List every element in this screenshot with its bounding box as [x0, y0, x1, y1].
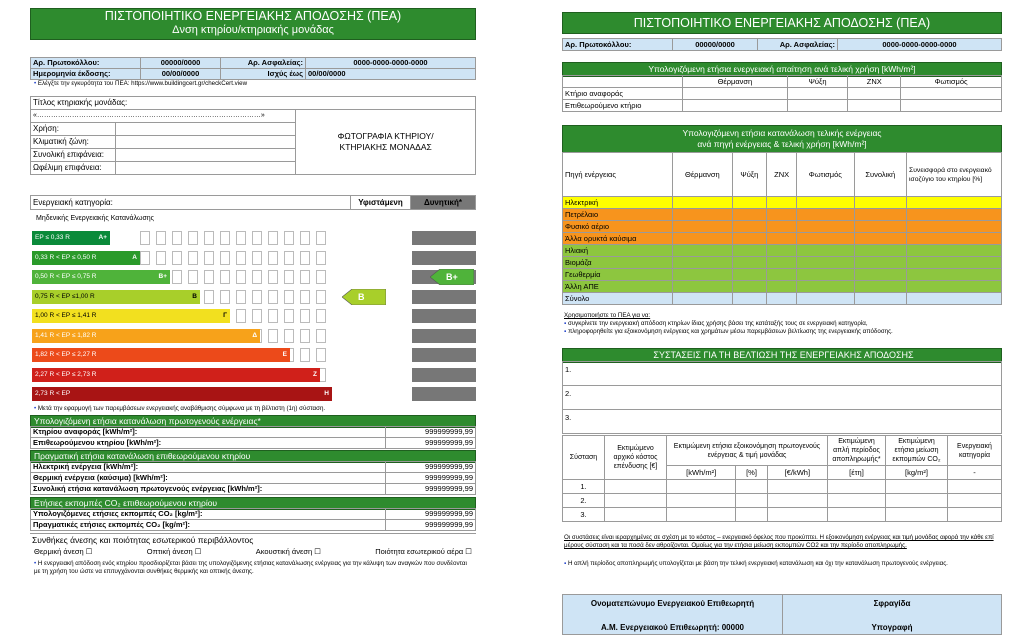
cons-col: Συνολική — [854, 153, 906, 197]
class-grid-cell — [316, 231, 326, 245]
source-value-cell — [767, 257, 797, 269]
actual-table — [30, 461, 476, 495]
class-grid-cell — [268, 251, 278, 265]
demand-col: ΖΝΧ — [848, 76, 901, 88]
energy-class-range: 0,75 R < EP ≤1,00 R — [35, 292, 95, 300]
class-grid-cell — [284, 270, 294, 284]
protocol-label: Αρ. Πρωτοκόλλου: — [31, 58, 141, 69]
issue-label: Ημερομηνία έκδοσης: — [31, 69, 141, 80]
source-name: Ηλεκτρική — [563, 197, 673, 209]
co2-row-value: 999999999,99 — [386, 520, 476, 531]
co2-row-label: Πραγματικές ετήσιες εκπομπές CO₂ [kg/m²]: — [31, 520, 386, 531]
source-row — [563, 197, 1002, 209]
energy-class-range: 1,00 R < EP ≤ 1,41 R — [35, 312, 97, 319]
recommendations-list — [562, 361, 1002, 434]
source-value-cell — [767, 281, 797, 293]
energy-class-range: 1,41 R < EP ≤ 1,82 R — [35, 331, 97, 339]
source-value-cell — [907, 197, 1002, 209]
co2-header: Ετήσιες εκπομπές CO₂ επιθεωρούμενου κτηρίου — [30, 497, 476, 510]
source-row — [563, 281, 1002, 293]
cons-col: Συνεισφορά στο ενεργειακό ισοζύγιο του κτηρίου [%] — [907, 153, 1002, 197]
rec-row-num: 2. — [563, 494, 605, 508]
source-value-cell — [907, 269, 1002, 281]
comfort-section — [30, 533, 476, 557]
source-value-cell — [854, 257, 906, 269]
source-value-cell — [854, 233, 906, 245]
source-value-cell — [907, 233, 1002, 245]
actual-header: Πραγματική ετήσια κατανάλωση επιθεωρούμενου κτηρίου — [30, 450, 476, 463]
energy-class-bar — [32, 270, 170, 284]
class-grid-cell — [172, 270, 182, 284]
source-value-cell — [673, 233, 733, 245]
recommendations-table — [562, 435, 1002, 522]
class-grid-cell — [204, 251, 214, 265]
right-insurance-label: Αρ. Ασφαλείας: — [758, 39, 838, 51]
left-title: ΠΙΣΤΟΠΟΙΗΤΙΚΟ ΕΝΕΡΓΕΙΑΚΗΣ ΑΠΟΔΟΣΗΣ (ΠΕΑ) — [104, 9, 402, 23]
check-note: • Ελέγξτε την εγκυρότητα του ΠΕΑ: https://www.buildingcert.gr/checkCert.view — [34, 80, 248, 87]
inspector-am: Α.Μ. Ενεργειακού Επιθεωρητή: 00000 — [601, 623, 744, 632]
potential-column-cell — [412, 368, 476, 382]
energy-class-bar — [32, 231, 110, 245]
potential-column-cell — [412, 329, 476, 343]
source-value-cell — [732, 245, 766, 257]
source-value-cell — [673, 281, 733, 293]
rec-number: 2. — [563, 386, 1002, 410]
rec-note: Οι συστάσεις είναι ιεραρχημένες σε σχέση με το κόστος – ενεργειακό όφελος που προκύπτει. Η εξοικονόμηση ενέργειας και τιμή μονάδας αφορά την κάθε επί μέρους σύσταση και τα ποσά δεν αθροίζονται. Ομοίως για την ετήσια μείωση εκπομπών CO2 και την περίοδο αποπληρωμής. — [564, 534, 994, 549]
right-protocol-value: 00000/0000 — [673, 39, 758, 51]
valid-label: Ισχύς έως — [221, 69, 306, 80]
source-row — [563, 257, 1002, 269]
class-grid-cell — [252, 251, 262, 265]
demand-corner — [563, 76, 683, 88]
comfort-item-thermal[interactable]: Θερμική άνεση ☐ — [34, 547, 93, 556]
class-grid-cell — [284, 231, 294, 245]
rec-number: 1. — [563, 362, 1002, 386]
seal-label: Σφραγίδα — [873, 599, 911, 608]
source-value-cell — [732, 233, 766, 245]
unit-title-value: «……………………………………………………………………………………» — [31, 110, 296, 123]
class-grid-cell — [252, 290, 262, 304]
energy-cat-label: Ενεργειακή κατηγορία: — [31, 196, 351, 210]
class-grid-cell — [316, 290, 326, 304]
demand-table — [562, 75, 1002, 112]
primary-row-value: 999999999,99 — [386, 427, 476, 438]
demand-col: Θέρμανση — [683, 76, 788, 88]
actual-row-value: 999999999,99 — [386, 462, 476, 473]
class-grid-cell — [188, 231, 198, 245]
energy-class-bar — [32, 329, 260, 343]
class-grid-cell — [188, 270, 198, 284]
class-grid-cell — [316, 270, 326, 284]
source-name: Άλλη ΑΠΕ — [563, 281, 673, 293]
source-value-cell — [673, 209, 733, 221]
energy-class-letter: Ε — [282, 351, 287, 358]
recommendations-header: ΣΥΣΤΑΣΕΙΣ ΓΙΑ ΤΗ ΒΕΛΤΙΩΣΗ ΤΗΣ ΕΝΕΡΓΕΙΑΚΗΣ ΑΠΟΔΟΣΗΣ — [562, 348, 1002, 363]
source-name: Γεωθερμία — [563, 269, 673, 281]
source-value-cell — [732, 209, 766, 221]
footnote-text: Η ενεργειακή απόδοση ενός κτηρίου προσδιορίζεται βάσει της υπολογιζόμενης ετήσιας κατανάλωσης ενέργειας για την κάλυψη των αναγκών που συνδέονται με τη χρήση του ώστε να επιτυγχάνονται συνθήκες θερμικής και οπτικής άνεσης. — [34, 560, 467, 575]
potential-column-cell — [412, 231, 476, 245]
right-protocol-label: Αρ. Πρωτοκόλλου: — [563, 39, 673, 51]
source-value-cell — [797, 197, 854, 209]
source-value-cell — [732, 221, 766, 233]
class-grid-cell — [268, 270, 278, 284]
class-grid-cell — [316, 348, 326, 362]
demand-row-label: Κτήριο αναφοράς — [563, 88, 683, 100]
use-notes — [564, 312, 1002, 336]
source-name: Πετρέλαιο — [563, 209, 673, 221]
insurance-value: 0000-0000-0000-0000 — [306, 58, 476, 69]
source-row — [563, 233, 1002, 245]
energy-class-range: 0,50 R < EP ≤ 0,75 R — [35, 273, 97, 280]
check-note-text: Ελέγξτε την εγκυρότητα του ΠΕΑ: https://www.buildingcert.gr/checkCert.view — [37, 80, 248, 87]
source-value-cell — [907, 221, 1002, 233]
existing-class-marker — [342, 289, 386, 305]
inspector-cell — [563, 595, 783, 635]
left-id-table — [30, 57, 476, 80]
potential-class-marker-label: B+ — [446, 272, 458, 282]
potential-label: Δυνητική* — [411, 196, 476, 210]
class-grid-cell — [268, 231, 278, 245]
source-value-cell — [907, 257, 1002, 269]
demand-col: Ψύξη — [787, 76, 848, 88]
energy-class-letter: Γ — [223, 312, 227, 319]
signature-table — [562, 594, 1002, 635]
energy-class-range: 2,73 R < EP — [35, 390, 71, 397]
use-item-text: συγκρίνετε την ενεργειακή απόδοση κτηρίων ίδιας χρήσης βάσει της κατάταξής τους σε ενεργειακή κατηγορία, — [567, 320, 868, 327]
source-value-cell — [673, 257, 733, 269]
energy-class-bar — [32, 368, 320, 382]
class-grid-cell — [236, 231, 246, 245]
class-grid-cell — [284, 329, 294, 343]
demand-header: Υπολογιζόμενη ετήσια ενεργειακή απαίτηση ανά τελική χρήση [kWh/m²] — [562, 62, 1002, 77]
issue-value: 00/00/0000 — [141, 69, 221, 80]
consumption-header-line2: ανά πηγή ενέργειας & τελική χρήση [kWh/m²] — [697, 139, 867, 149]
energy-class-letter: B+ — [158, 273, 167, 280]
source-value-cell — [732, 293, 766, 305]
protocol-value: 00000/0000 — [141, 58, 221, 69]
energy-class-bar — [32, 290, 200, 304]
zone-value — [116, 136, 296, 149]
class-grid-cell — [204, 290, 214, 304]
use-item-text: πληροφορηθείτε για εξοικονόμηση ενέργειας και χρημάτων μέσω παρεμβάσεων βελτίωσης της ενεργειακής απόδοσης. — [567, 328, 893, 335]
rec-unit: [€/kWh] — [767, 466, 827, 480]
cons-col: Θέρμανση — [673, 153, 733, 197]
cons-col: ΖΝΧ — [767, 153, 797, 197]
source-value-cell — [797, 245, 854, 257]
class-grid-cell — [252, 309, 262, 323]
source-value-cell — [907, 281, 1002, 293]
source-name: Ηλιακή — [563, 245, 673, 257]
upgrade-note-text: Μετά την εφαρμογή των παρεμβάσεων ενεργειακής αναβάθμισης σύμφωνα με τη βέλτιστη (1η) σύσταση. — [37, 405, 326, 412]
source-value-cell — [907, 209, 1002, 221]
source-value-cell — [673, 245, 733, 257]
class-grid-cell — [300, 309, 310, 323]
insurance-label: Αρ. Ασφαλείας: — [221, 58, 306, 69]
class-grid-cell — [236, 270, 246, 284]
class-grid-cell — [172, 251, 182, 265]
co2-table — [30, 508, 476, 531]
source-value-cell — [854, 269, 906, 281]
class-grid-cell — [172, 231, 182, 245]
source-value-cell — [854, 209, 906, 221]
rec-col: Εκτιμώμενο αρχικό κόστος επένδυσης [€] — [605, 436, 667, 480]
class-grid-cell — [140, 231, 150, 245]
inspector-label: Ονοματεπώνυμο Ενεργειακού Επιθεωρητή — [590, 599, 755, 608]
source-value-cell — [732, 281, 766, 293]
energy-class-header — [30, 195, 476, 210]
energy-class-letter: A+ — [98, 234, 107, 241]
use-title: Χρησιμοποιήστε το ΠΕΑ για να: — [564, 312, 651, 319]
class-grid-cell — [300, 270, 310, 284]
upgrade-note: • Μετά την εφαρμογή των παρεμβάσεων ενεργειακής αναβάθμισης σύμφωνα με τη βέλτιστη (1η) σύσταση. — [34, 405, 326, 412]
unit-info-table — [30, 96, 476, 175]
potential-column-cell — [412, 348, 476, 362]
source-row — [563, 221, 1002, 233]
energy-class-range: EP ≤ 0,33 R — [35, 234, 70, 241]
potential-column-cell — [412, 251, 476, 265]
source-value-cell — [767, 245, 797, 257]
source-value-cell — [732, 269, 766, 281]
useful-area-value — [116, 162, 296, 175]
energy-class-range: 1,82 R < EP ≤ 2,27 R — [35, 351, 97, 358]
energy-class-range: 2,27 R < EP ≤ 2,73 R — [35, 370, 97, 378]
source-value-cell — [854, 293, 906, 305]
use-value — [116, 123, 296, 136]
rec-unit: [kg/m²] — [886, 466, 948, 480]
payback-note-text: Η απλή περίοδος αποπληρωμής υπολογίζεται με βάση την τελική ενεργειακή κατανάλωση και όχι την κατανάλωση πρωτογενούς ενέργειας. — [567, 560, 948, 567]
use-item: ▪ πληροφορηθείτε για εξοικονόμηση ενέργειας και χρημάτων μέσω παρεμβάσεων βελτίωσης της ενεργειακής απόδοσης. — [564, 328, 893, 335]
potential-column-cell — [412, 290, 476, 304]
class-grid-cell — [140, 251, 150, 265]
footnote: • Η ενεργειακή απόδοση ενός κτηρίου προσδιορίζεται βάσει της υπολογιζόμενης ετήσιας κατανάλωσης ενέργειας για την κάλυψη των αναγκών που συνδέονται με τη χρήση του ώστε να επιτυγχάνονται συνθήκες θερμικής και οπτικής άνεσης. — [34, 560, 467, 575]
photo-placeholder: ΦΩΤΟΓΡΑΦΙΑ ΚΤΗΡΙΟΥ/ΚΤΗΡΙΑΚΗΣ ΜΟΝΑΔΑΣ — [296, 110, 476, 175]
source-value-cell — [797, 221, 854, 233]
actual-row-value: 999999999,99 — [386, 484, 476, 495]
comfort-item-air[interactable]: Ποιότητα εσωτερικού αέρα ☐ — [375, 547, 472, 556]
demand-col: Φωτισμός — [901, 76, 1002, 88]
source-value-cell — [673, 269, 733, 281]
class-grid-cell — [284, 290, 294, 304]
energy-class-letter: Δ — [252, 331, 257, 339]
payback-note: ▪ Η απλή περίοδος αποπληρωμής υπολογίζεται με βάση την τελική ενεργειακή κατανάλωση και όχι την κατανάλωση πρωτογενούς ενέργειας. — [564, 560, 948, 567]
source-value-cell — [854, 281, 906, 293]
class-grid-cell — [284, 309, 294, 323]
class-grid-cell — [156, 251, 166, 265]
class-grid-cell — [220, 251, 230, 265]
energy-class-letter: Ζ — [313, 370, 317, 378]
actual-row-label: Θερμική ενέργεια (καύσιμα) [kWh/m²]: — [31, 473, 386, 484]
zone-label: Κλιματική ζώνη: — [31, 136, 116, 149]
actual-row-label: Συνολική ετήσια κατανάλωση πρωτογενούς ενέργειας [kWh/m²]: — [31, 484, 386, 495]
source-value-cell — [767, 293, 797, 305]
unit-title-label: Τίτλος κτηριακής μονάδας: — [31, 97, 476, 110]
potential-column-cell — [412, 387, 476, 401]
class-grid-cell — [316, 309, 326, 323]
class-grid-cell — [156, 231, 166, 245]
class-grid-cell — [300, 290, 310, 304]
source-row — [563, 293, 1002, 305]
rec-col: Ενεργειακή κατηγορία — [948, 436, 1002, 466]
source-name: Άλλα ορυκτά καύσιμα — [563, 233, 673, 245]
page-right — [562, 0, 1002, 640]
rec-col: Σύσταση — [563, 436, 605, 480]
class-grid-cell — [220, 270, 230, 284]
class-grid-cell — [236, 290, 246, 304]
source-value-cell — [854, 245, 906, 257]
source-value-cell — [797, 293, 854, 305]
primary-row-value: 999999999,99 — [386, 438, 476, 449]
comfort-item-optical[interactable]: Οπτική άνεση ☐ — [146, 547, 202, 556]
source-name: Σύνολο — [563, 293, 673, 305]
page-left — [30, 0, 476, 640]
source-value-cell — [767, 209, 797, 221]
source-row — [563, 269, 1002, 281]
energy-class-letter: B — [192, 292, 197, 300]
source-value-cell — [797, 257, 854, 269]
source-value-cell — [854, 197, 906, 209]
primary-header: Υπολογιζόμενη ετήσια κατανάλωση πρωτογενούς ενέργειας* — [30, 415, 476, 428]
right-insurance-value: 0000-0000-0000-0000 — [838, 39, 1002, 51]
comfort-title: Συνθήκες άνεσης και ποιότητας εσωτερικού περιβάλλοντος — [32, 535, 254, 545]
energy-class-range: 0,33 R < EP ≤ 0,50 R — [35, 253, 97, 261]
useful-area-label: Ωφέλιμη επιφάνεια: — [31, 162, 116, 175]
use-item: ▪ συγκρίνετε την ενεργειακή απόδοση κτηρίων ίδιας χρήσης βάσει της κατάταξής τους σε ενεργειακή κατηγορία, — [564, 320, 868, 327]
right-id-table — [562, 38, 1002, 51]
class-grid-cell — [252, 231, 262, 245]
class-grid-cell — [268, 309, 278, 323]
energy-class-bar — [32, 251, 140, 265]
source-value-cell — [673, 197, 733, 209]
rec-col: Εκτιμώμενη ετήσια μείωση εκπομπών CO₂ — [886, 436, 948, 466]
source-value-cell — [907, 293, 1002, 305]
energy-class-letter: A — [132, 253, 137, 261]
consumption-header — [562, 125, 1002, 153]
source-value-cell — [732, 257, 766, 269]
source-value-cell — [797, 233, 854, 245]
energy-class-bar — [32, 387, 332, 401]
cons-col: Ψύξη — [732, 153, 766, 197]
co2-row-value: 999999999,99 — [386, 509, 476, 520]
source-value-cell — [732, 197, 766, 209]
energy-class-bar — [32, 309, 230, 323]
class-grid-cell — [268, 290, 278, 304]
valid-value: 00/00/0000 — [306, 69, 476, 80]
class-grid-cell — [252, 270, 262, 284]
source-value-cell — [797, 281, 854, 293]
rec-unit: [%] — [736, 466, 767, 480]
rec-unit: [kWh/m²] — [667, 466, 736, 480]
class-grid-cell — [220, 290, 230, 304]
source-value-cell — [767, 221, 797, 233]
class-grid-cell — [268, 329, 278, 343]
rec-row-num: 3. — [563, 508, 605, 522]
source-value-cell — [767, 269, 797, 281]
source-name: Βιομάζα — [563, 257, 673, 269]
energy-class-bar — [32, 348, 290, 362]
source-value-cell — [907, 245, 1002, 257]
source-row — [563, 245, 1002, 257]
class-grid-cell — [316, 329, 326, 343]
left-subtitle: Δνση κτηρίου/κτηριακής μονάδας — [172, 24, 334, 36]
seal-cell — [783, 595, 1002, 635]
cons-col: Φωτισμός — [797, 153, 854, 197]
energy-class-letter: Η — [324, 390, 329, 397]
energy-class-bars — [30, 229, 476, 405]
rec-col: Εκτιμώμενη ετήσια εξοικονόμηση πρωτογενούς ενέργειας & τιμή μονάδας — [667, 436, 828, 466]
source-value-cell — [767, 197, 797, 209]
total-area-value — [116, 149, 296, 162]
source-value-cell — [673, 221, 733, 233]
consumption-header-line1: Υπολογιζόμενη ετήσια κατανάλωση τελικής ενέργειας — [682, 128, 882, 138]
comfort-items — [30, 546, 476, 557]
source-value-cell — [854, 221, 906, 233]
demand-row-label: Επιθεωρούμενο κτήριο — [563, 100, 683, 112]
class-grid-cell — [300, 329, 310, 343]
right-title: ΠΙΣΤΟΠΟΙΗΤΙΚΟ ΕΝΕΡΓΕΙΑΚΗΣ ΑΠΟΔΟΣΗΣ (ΠΕΑ) — [633, 16, 931, 30]
source-row — [563, 209, 1002, 221]
class-grid-cell — [236, 309, 246, 323]
class-grid-cell — [236, 251, 246, 265]
class-grid-cell — [300, 348, 310, 362]
class-grid-cell — [188, 251, 198, 265]
primary-table — [30, 426, 476, 449]
existing-class-marker-label: B — [358, 291, 365, 302]
class-grid-cell — [204, 231, 214, 245]
co2-row-label: Υπολογιζόμενες ετήσιες εκπομπές CO₂ [kg/m²]: — [31, 509, 386, 520]
actual-row-value: 999999999,99 — [386, 473, 476, 484]
source-value-cell — [797, 209, 854, 221]
primary-row-label: Επιθεωρούμενου κτηρίου [kWh/m²]: — [31, 438, 386, 449]
potential-class-marker — [430, 269, 474, 285]
source-value-cell — [767, 233, 797, 245]
source-value-cell — [797, 269, 854, 281]
consumption-table — [562, 152, 1002, 305]
rec-unit: [έτη] — [828, 466, 886, 480]
class-grid-cell — [316, 251, 326, 265]
class-grid-cell — [284, 251, 294, 265]
class-grid-cell — [300, 251, 310, 265]
comfort-item-acoustic[interactable]: Ακουστική άνεση ☐ — [255, 547, 321, 556]
right-title-banner — [562, 12, 1002, 34]
source-value-cell — [673, 293, 733, 305]
total-area-label: Συνολική επιφάνεια: — [31, 149, 116, 162]
cons-col: Πηγή ενέργειας — [563, 153, 673, 197]
rec-row-num: 1. — [563, 480, 605, 494]
source-name: Φυσικό αέριο — [563, 221, 673, 233]
left-title-banner — [30, 8, 476, 40]
rec-number: 3. — [563, 410, 1002, 434]
existing-label: Υφιστάμενη — [351, 196, 411, 210]
primary-row-label: Κτηρίου αναφοράς [kWh/m²]: — [31, 427, 386, 438]
signature-label: Υπογραφή — [871, 623, 913, 632]
rec-unit: - — [948, 466, 1002, 480]
use-label: Χρήση: — [31, 123, 116, 136]
potential-column-cell — [412, 309, 476, 323]
rec-col: Εκτιμώμενη απλή περίοδος αποπληρωμής* — [828, 436, 886, 466]
nzeb-label: Μηδενικής Ενεργειακής Κατανάλωσης — [36, 215, 155, 222]
class-grid-cell — [204, 270, 214, 284]
class-grid-cell — [300, 231, 310, 245]
actual-row-label: Ηλεκτρική ενέργεια [kWh/m²]: — [31, 462, 386, 473]
class-grid-cell — [220, 231, 230, 245]
